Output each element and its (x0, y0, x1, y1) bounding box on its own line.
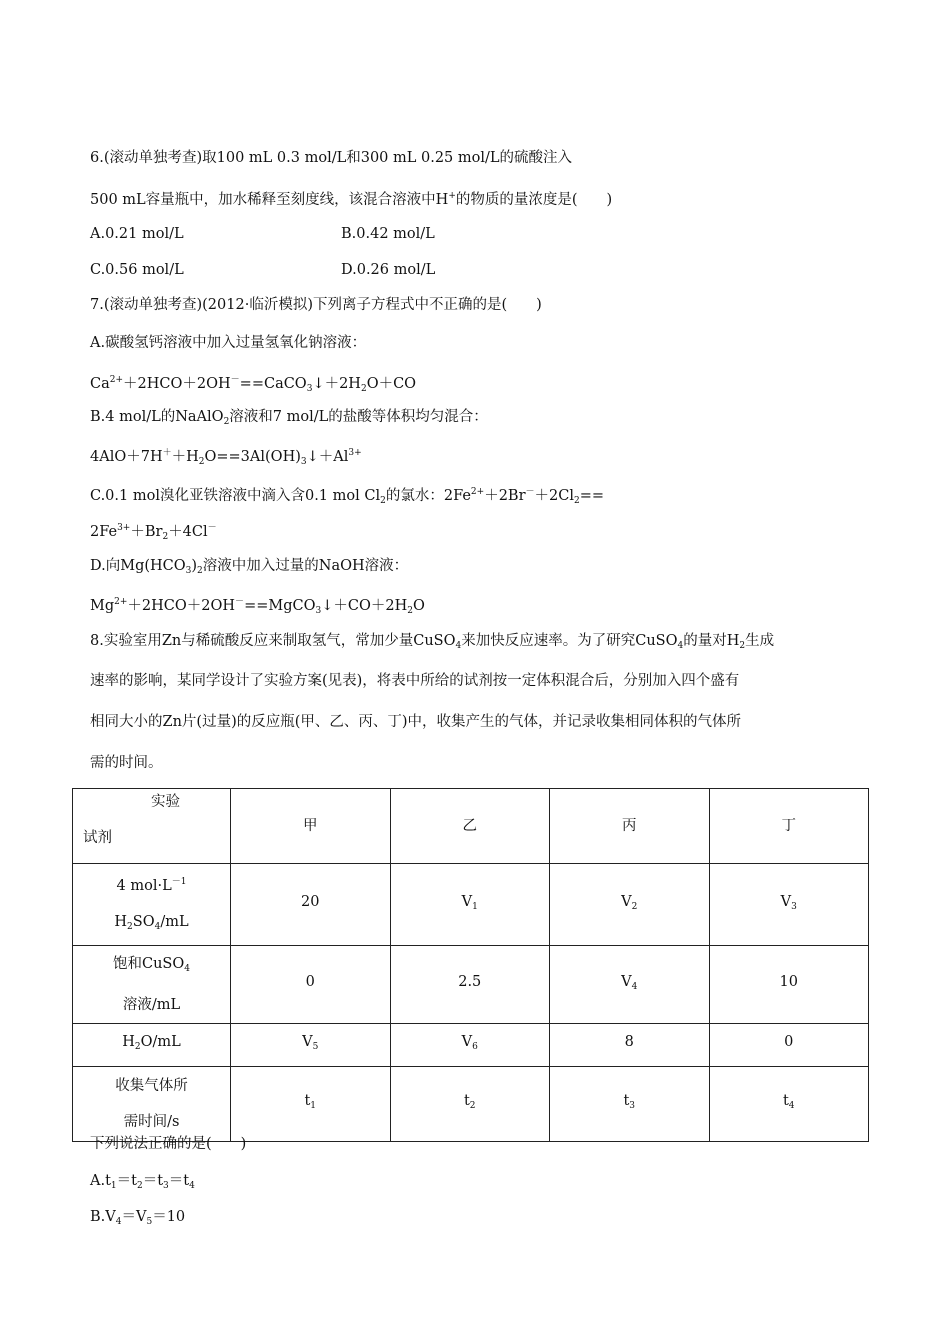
table-cell: $t_4$ (709, 1067, 869, 1142)
table-cell: 20 (231, 864, 391, 946)
table-cell: 2.5 (390, 946, 550, 1024)
q8-stem-line1: 8.实验室用Zn与稀硫酸反应来制取氢气，常加少量CuSO$_4$来加快反应速率。为了研究CuSO$_4$的量对$H_2$生成 (90, 633, 775, 651)
q8-follow-up: 下列说法正确的是( ) (90, 1136, 247, 1152)
table-row (73, 864, 869, 946)
q7-option-b-equation: $4AlO+7H^++H_2O==3Al(OH)_3↓+Al^{3+}$ (90, 448, 362, 467)
table-row (73, 1067, 869, 1142)
table-cell: 10 (709, 946, 869, 1024)
q6-option-d: D.0.26 mol/L (341, 262, 436, 278)
q8-stem-line4: 需的时间。 (90, 755, 163, 771)
col-header-ding: 丁 (709, 789, 869, 864)
table-header-row (73, 789, 869, 864)
q6-stem-line2: 500 mL容量瓶中，加水稀释至刻度线，该混合溶液中H+的物质的量浓度是( ) (90, 191, 613, 208)
table-row (73, 946, 869, 1024)
q6-option-b: B.0.42 mol/L (341, 226, 435, 242)
table-cell: $V_5$ (231, 1024, 391, 1067)
table-cell: $t_3$ (550, 1067, 710, 1142)
col-header-jia: 甲 (231, 789, 391, 864)
table-corner-cell: 实验 试剂 (73, 789, 231, 864)
table-cell: $V_4$ (550, 946, 710, 1024)
table-cell: 8 (550, 1024, 710, 1067)
table-cell: 0 (709, 1024, 869, 1067)
q7-option-c-equation: $2Fe^{3+}+Br_2+4Cl^-$ (90, 523, 217, 542)
table-cell: $V_6$ (390, 1024, 550, 1067)
table-cell: $t_2$ (390, 1067, 550, 1142)
col-header-yi: 乙 (390, 789, 550, 864)
table-cell: $V_3$ (709, 864, 869, 946)
experiment-table (72, 788, 869, 1142)
row-label-cuso4: 饱和CuSO$_4$ 溶液/mL (73, 946, 231, 1024)
q7-option-d-text: D.向$Mg(HCO_3)_2$溶液中加入过量的NaOH溶液： (90, 558, 409, 576)
table-cell: $V_2$ (550, 864, 710, 946)
row-label-time: 收集气体所 需时间/s (73, 1067, 231, 1142)
q8-option-a: $A.t_1=t_2=t_3=t_4$ (90, 1173, 195, 1191)
q7-option-b-text: B.4 mol/L的NaAlO$_2$溶液和7 mol/L的盐酸等体积均匀混合： (90, 409, 488, 427)
q8-stem-line3: 相同大小的Zn片(过量)的反应瓶(甲、乙、丙、丁)中，收集产生的气体，并记录收集相同体积的气体所 (90, 714, 742, 730)
table-cell: $t_1$ (231, 1067, 391, 1142)
q8-option-b: $B.V_4=V_5=10$ (90, 1209, 186, 1227)
q7-option-c-text: C.0.1 mol溴化亚铁溶液中滴入含0.1 mol $Cl_2$的氯水：$2Fe^{2+}+2Br^-+2Cl_2==$ (90, 487, 605, 506)
col-header-bing: 丙 (550, 789, 710, 864)
table-cell: 0 (231, 946, 391, 1024)
q6-option-a: A.0.21 mol/L (90, 226, 184, 242)
q6-option-c: C.0.56 mol/L (90, 262, 184, 278)
q8-stem-line2: 速率的影响，某同学设计了实验方案(见表)，将表中所给的试剂按一定体积混合后，分别加入四个盛有 (90, 673, 740, 689)
q7-option-d-equation: $Mg^{2+}+2HCO+2OH^-==MgCO_3↓+CO+2H_2O$ (90, 597, 425, 616)
q6-stem-line1: 6.(滚动单独考查)取100 mL 0.3 mol/L和300 mL 0.25 mol/L的硫酸注入 (90, 150, 573, 166)
q7-option-a-equation: $Ca^{2+}+2HCO+2OH^-==CaCO_3↓+2H_2O+CO$ (90, 375, 417, 394)
q7-option-a-text: A.碳酸氢钙溶液中加入过量氢氧化钠溶液： (90, 335, 367, 351)
row-label-water: $H_2O/mL$ (73, 1024, 231, 1067)
row-label-h2so4: 4 $mol\cdot L^{-1}$ $H_2SO_4/mL$ (73, 864, 231, 946)
q7-stem: 7.(滚动单独考查)(2012·临沂模拟)下列离子方程式中不正确的是( ) (90, 297, 542, 313)
table-row (73, 1024, 869, 1067)
table-cell: $V_1$ (390, 864, 550, 946)
